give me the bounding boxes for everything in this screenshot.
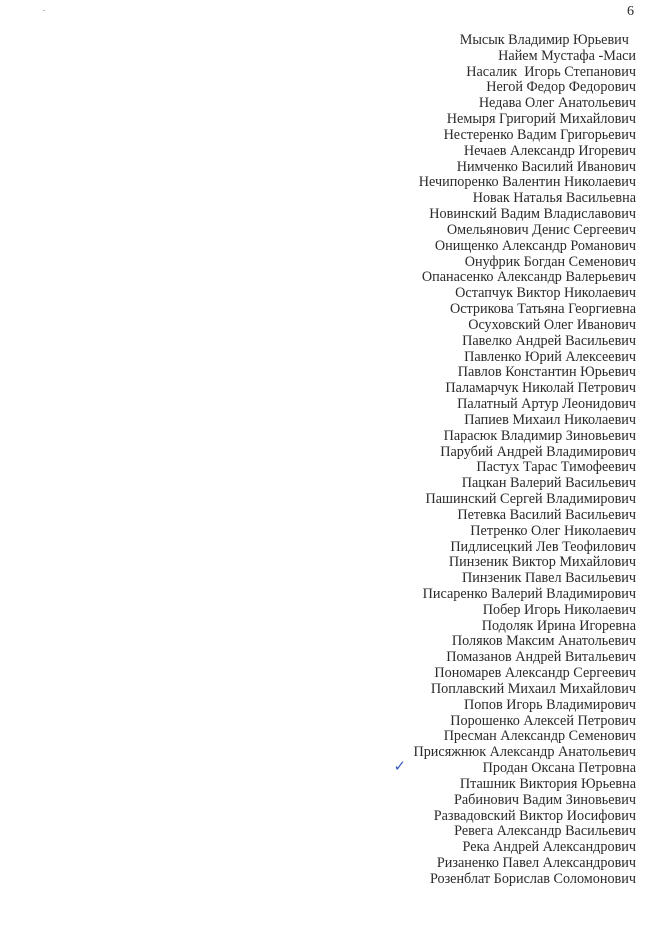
person-name: Писаренко Валерий Владимирович: [422, 585, 636, 602]
person-name: Порошенко Алексей Петрович: [450, 712, 636, 729]
list-item: [413, 128, 636, 144]
person-name: Новинский Вадим Владиславович: [429, 206, 636, 223]
person-name: Мысык Владимир Юрьевич: [459, 32, 636, 48]
list-item: [413, 365, 636, 381]
person-name: Ревега Александр Васильевич: [454, 823, 636, 840]
person-name: Розенблат Борислав Соломонович: [429, 870, 636, 887]
list-item: [413, 65, 636, 81]
person-name: Попов Игорь Владимирович: [463, 696, 636, 713]
list-item: [413, 318, 636, 334]
person-name: Река Андрей Александрович: [462, 839, 636, 856]
list-item: [413, 809, 636, 825]
person-name: Поплавский Михаил Михайлович: [430, 680, 636, 697]
list-item: [413, 397, 636, 413]
person-name: Паламарчук Николай Петрович: [445, 380, 636, 397]
person-name: Пинзеник Павел Васильевич: [462, 570, 636, 587]
list-item: [413, 476, 636, 492]
person-name: Острикова Татьяна Георгиевна: [449, 301, 636, 318]
person-name: Немыря Григорий Михайлович: [446, 111, 636, 128]
checkmark-icon: ✓: [393, 757, 407, 776]
list-item: [413, 714, 636, 730]
person-name: Пацкан Валерий Васильевич: [461, 475, 636, 492]
list-item: [413, 587, 636, 603]
person-name: Пресман Александр Семенович: [443, 728, 636, 745]
person-name: Найем Мустафа -Маси: [498, 47, 636, 64]
person-name: Павлов Константин Юрьевич: [457, 364, 636, 381]
person-name: Пастух Тарас Тимофеевич: [476, 459, 636, 476]
person-name: Пашинский Сергей Владимирович: [425, 491, 636, 508]
person-name: Развадовский Виктор Иосифович: [433, 807, 636, 824]
person-name: Поляков Максим Анатольевич: [451, 633, 636, 650]
list-item: [413, 666, 636, 682]
person-name: Павелко Андрей Васильевич: [462, 332, 636, 349]
list-item: [413, 112, 636, 128]
list-item: [413, 540, 636, 556]
person-name: Пташник Виктория Юрьевна: [459, 775, 636, 792]
list-item: [413, 856, 636, 872]
list-item: [413, 160, 636, 176]
list-item: [413, 571, 636, 587]
list-item: [413, 777, 636, 793]
person-name: Пономарев Александр Сергеевич: [434, 665, 636, 682]
person-name: Новак Наталья Васильевна: [472, 190, 636, 207]
list-item: [413, 207, 636, 223]
list-item: [413, 334, 636, 350]
list-item: [413, 381, 636, 397]
list-item: [413, 555, 636, 571]
names-list: [393, 32, 636, 888]
list-item: [413, 619, 636, 635]
person-name: Нимченко Василий Иванович: [456, 158, 636, 175]
list-item: [413, 682, 636, 698]
person-name: Присяжнюк Александр Анатольевич: [413, 744, 636, 761]
list-item: [413, 650, 636, 666]
list-item: [413, 872, 636, 888]
person-name: Продан Оксана Петровна: [482, 760, 636, 777]
list-item: [413, 492, 636, 508]
person-name: Побер Игорь Николаевич: [482, 601, 636, 618]
list-item: [413, 49, 636, 65]
person-name: Петренко Олег Николаевич: [470, 522, 636, 539]
list-item: [413, 175, 636, 191]
person-name: Негой Федор Федорович: [486, 79, 636, 96]
page-number: 6: [627, 4, 634, 19]
person-name: Ризаненко Павел Александрович: [436, 855, 636, 872]
list-item: [413, 840, 636, 856]
list-item: [413, 223, 636, 239]
person-name: Петевка Василий Васильевич: [457, 506, 636, 523]
list-item: [413, 255, 636, 271]
list-item: [413, 524, 636, 540]
person-name: Нестеренко Вадим Григорьевич: [443, 126, 636, 143]
list-item: [413, 80, 636, 96]
person-name: Недава Олег Анатольевич: [478, 95, 636, 112]
list-item: [413, 603, 636, 619]
person-name: Онищенко Александр Романович: [434, 237, 636, 254]
person-name: Парубий Андрей Владимирович: [440, 443, 636, 460]
list-item: [413, 429, 636, 445]
person-name: Нечаев Александр Игоревич: [463, 142, 636, 159]
person-name: Осуховский Олег Иванович: [468, 316, 636, 333]
list-item: [413, 508, 636, 524]
person-name: Помазанов Андрей Витальевич: [446, 649, 636, 666]
person-name: Нечипоренко Валентин Николаевич: [418, 174, 636, 191]
list-item: [413, 350, 636, 366]
person-name: Павленко Юрий Алексеевич: [464, 348, 636, 365]
list-item: [413, 270, 636, 286]
list-item: [413, 460, 636, 476]
list-item: [413, 191, 636, 207]
person-name: Папиев Михаил Николаевич: [464, 411, 636, 428]
list-item: [413, 144, 636, 160]
list-item: [413, 745, 636, 761]
list-item: [413, 33, 636, 49]
list-item: [413, 302, 636, 318]
person-name: Пидлисецкий Лев Теофилович: [450, 538, 636, 555]
list-item: [413, 445, 636, 461]
person-name: Рабинович Вадим Зиновьевич: [453, 791, 636, 808]
list-item: [413, 698, 636, 714]
person-name: Палатный Артур Леонидович: [457, 396, 636, 413]
list-item: [393, 757, 636, 777]
person-name: Подоляк Ирина Игоревна: [481, 617, 636, 634]
person-name: Парасюк Владимир Зиновьевич: [443, 427, 636, 444]
person-name: Опанасенко Александр Валерьевич: [421, 269, 636, 286]
list-item: [413, 824, 636, 840]
list-item: [413, 413, 636, 429]
list-item: [413, 634, 636, 650]
person-name: Остапчук Виктор Николаевич: [455, 285, 636, 302]
person-name: Онуфрик Богдан Семенович: [464, 253, 636, 270]
list-item: [413, 729, 636, 745]
list-item: [413, 96, 636, 112]
person-name: Омельянович Денис Сергеевич: [446, 221, 636, 238]
scan-speck: [43, 10, 45, 11]
list-item: [413, 239, 636, 255]
list-item: [413, 286, 636, 302]
list-item: [413, 793, 636, 809]
person-name: Насалик Игорь Степанович: [466, 63, 636, 80]
person-name: Пинзеник Виктор Михайлович: [448, 554, 636, 571]
